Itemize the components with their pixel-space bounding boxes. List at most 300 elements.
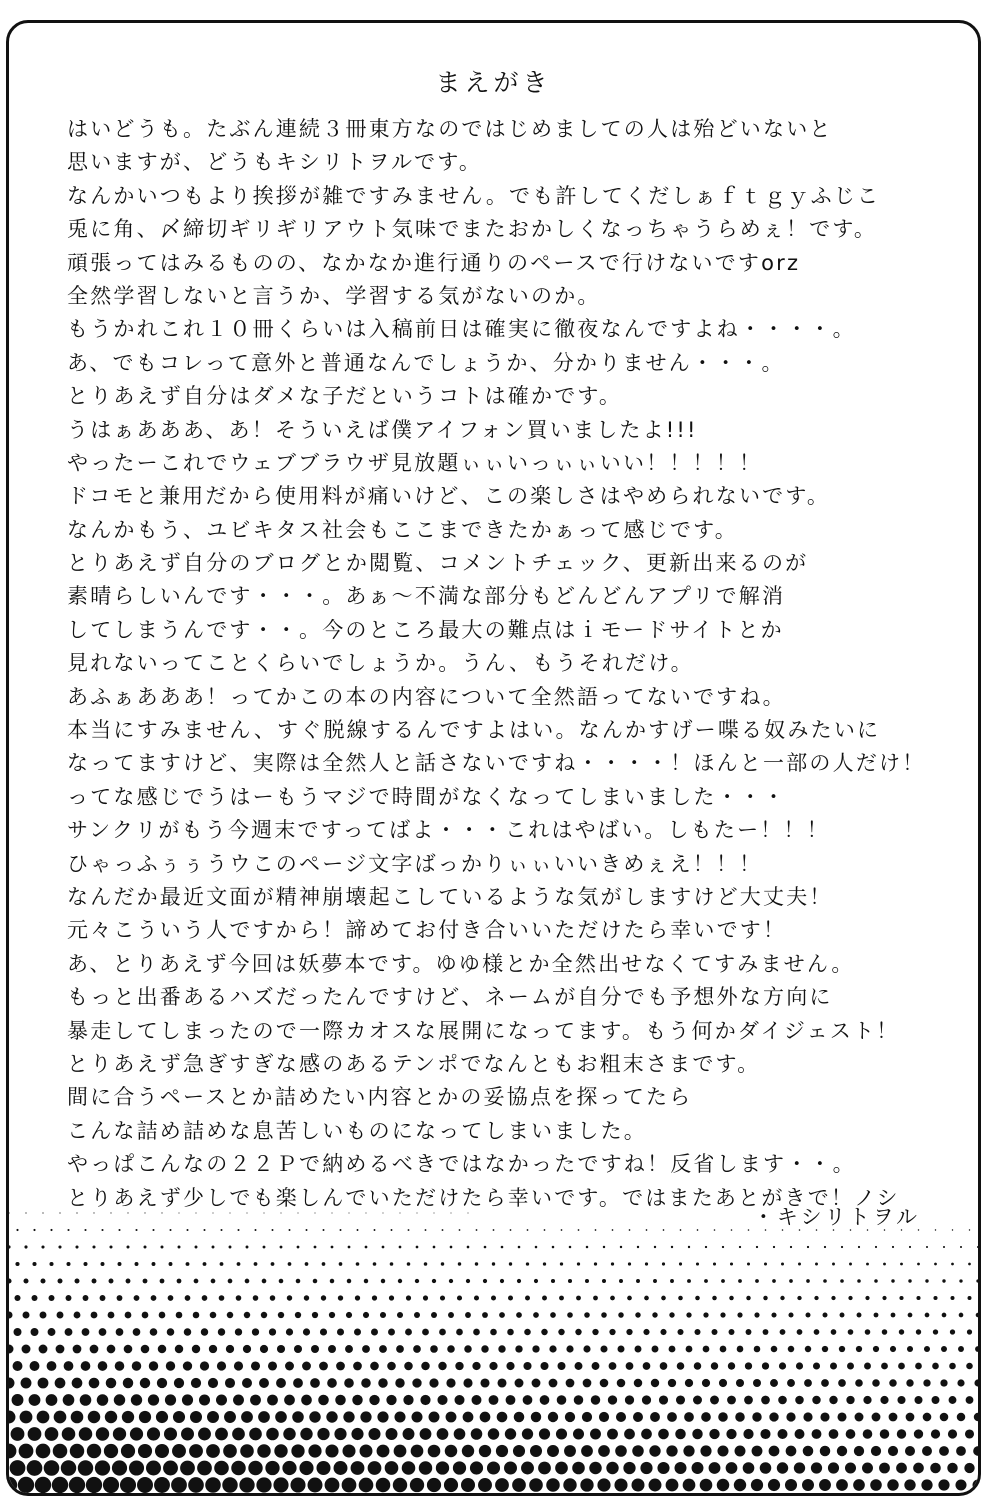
halftone-dot	[87, 1444, 101, 1458]
halftone-dot	[680, 1229, 682, 1231]
halftone-dot	[209, 1345, 217, 1353]
halftone-dot	[889, 1413, 898, 1422]
halftone-dot	[566, 1379, 575, 1388]
halftone-dot	[450, 1246, 453, 1249]
halftone-dot	[675, 1429, 686, 1440]
halftone-dot	[558, 1329, 564, 1335]
halftone-dot	[956, 1446, 966, 1456]
text-line: 素晴らしいんです・・・。あぁ～不満な部分もどんどんアプリで解消	[67, 584, 786, 609]
text-line: なってますけど、実際は全然人と話さないですね・・・・！ほんと一部の人だけ！	[67, 751, 926, 776]
halftone-dot	[114, 1394, 125, 1405]
halftone-dot	[344, 1378, 354, 1388]
halftone-dot	[551, 1279, 555, 1283]
halftone-dot	[435, 1495, 450, 1496]
halftone-dot	[940, 1413, 949, 1422]
halftone-dot	[83, 1262, 87, 1266]
halftone-dot	[853, 1479, 865, 1491]
halftone-dot	[377, 1445, 390, 1458]
halftone-dot	[532, 1345, 539, 1352]
halftone-dot	[92, 1245, 95, 1248]
halftone-dot	[48, 1328, 56, 1336]
text-line: なんだか最近文面が精神崩壊起こしているような気がしますけど大丈夫！	[67, 884, 833, 909]
halftone-dot	[617, 1379, 626, 1388]
halftone-dot	[625, 1395, 634, 1404]
halftone-dot	[692, 1429, 702, 1439]
halftone-dot	[124, 1345, 133, 1354]
halftone-dot	[422, 1329, 429, 1336]
text-line: とりあえず自分はダメな子だというコトは確かです。	[67, 384, 623, 409]
halftone-dot	[614, 1478, 627, 1491]
halftone-dot	[814, 1329, 820, 1335]
halftone-dot	[725, 1495, 738, 1496]
halftone-dot	[480, 1378, 489, 1387]
text-line: ってな感じでうはーもうマジで時間がなくなってしまいました・・・	[67, 784, 787, 809]
halftone-dot	[326, 1411, 337, 1422]
halftone-dot	[777, 1462, 788, 1473]
halftone-dot	[58, 1245, 61, 1248]
halftone-dot	[155, 1444, 169, 1458]
halftone-dot	[600, 1345, 607, 1352]
halftone-dot	[302, 1362, 311, 1371]
halftone-dot	[260, 1345, 268, 1353]
halftone-dot	[603, 1246, 605, 1248]
halftone-dot	[453, 1461, 466, 1474]
halftone-dot	[544, 1229, 546, 1231]
halftone-dot	[677, 1362, 685, 1370]
halftone-dot	[694, 1329, 700, 1335]
halftone-dot	[139, 1411, 151, 1423]
halftone-dot	[304, 1295, 309, 1300]
halftone-dot	[75, 1245, 78, 1248]
halftone-dot	[854, 1446, 864, 1456]
halftone-dot	[770, 1379, 778, 1387]
halftone-dot	[115, 1361, 125, 1371]
halftone-dot	[507, 1329, 514, 1336]
halftone-dot	[620, 1246, 622, 1248]
halftone-dot	[695, 1296, 700, 1301]
halftone-dot	[369, 1395, 379, 1405]
halftone-dot	[731, 1229, 733, 1231]
halftone-dot	[50, 1229, 52, 1231]
halftone-dot	[565, 1412, 575, 1422]
halftone-dot	[109, 1279, 114, 1284]
halftone-dot	[412, 1378, 421, 1387]
halftone-dot	[960, 1246, 962, 1248]
halftone-dot	[321, 1295, 326, 1300]
text-line: ドコモと兼用だから使用料が痛いけど、この楽しさはやめられないです。	[67, 484, 831, 509]
halftone-dot	[645, 1262, 648, 1265]
text-line: 本当にすみません、すぐ脱線するんですよはい。なんかすげー喋る奴みたいに	[67, 718, 881, 743]
halftone-dot	[334, 1461, 348, 1475]
halftone-dot	[112, 1460, 127, 1475]
halftone-dot	[314, 1246, 317, 1249]
halftone-dot	[934, 1263, 937, 1266]
halftone-dot	[634, 1379, 642, 1387]
halftone-dot	[510, 1229, 512, 1231]
halftone-dot	[871, 1446, 881, 1456]
halftone-dot	[602, 1279, 606, 1283]
halftone-dot	[837, 1412, 846, 1421]
halftone-dot	[133, 1328, 141, 1336]
halftone-dot	[848, 1329, 854, 1335]
halftone-dot	[476, 1229, 478, 1231]
halftone-dot	[497, 1412, 508, 1423]
halftone-dot	[882, 1329, 888, 1335]
halftone-dot	[836, 1479, 848, 1491]
halftone-dot	[771, 1346, 778, 1353]
halftone-dot	[405, 1329, 412, 1336]
halftone-dot	[251, 1361, 260, 1370]
halftone-dot	[393, 1478, 407, 1492]
halftone-dot	[909, 1246, 911, 1248]
halftone-dot	[403, 1428, 415, 1440]
halftone-dot	[463, 1412, 474, 1423]
halftone-dot	[717, 1445, 728, 1456]
halftone-dot	[316, 1461, 330, 1475]
halftone-dot	[646, 1229, 648, 1231]
halftone-dot	[100, 1295, 106, 1301]
halftone-dot	[310, 1378, 320, 1388]
halftone-dot	[111, 1494, 127, 1496]
halftone-dot	[345, 1345, 353, 1353]
halftone-dot	[351, 1428, 363, 1440]
halftone-dot	[261, 1312, 267, 1318]
halftone-dot	[189, 1444, 203, 1458]
halftone-dot	[495, 1478, 509, 1492]
halftone-dot	[424, 1262, 428, 1266]
halftone-dot	[266, 1428, 279, 1441]
halftone-dot	[575, 1362, 583, 1370]
halftone-dot	[10, 1460, 26, 1476]
halftone-dot	[780, 1296, 784, 1300]
halftone-dot	[243, 1345, 251, 1353]
halftone-dot	[176, 1312, 183, 1319]
halftone-dot	[86, 1477, 102, 1493]
halftone-dot	[46, 1394, 58, 1406]
halftone-dot	[557, 1395, 567, 1405]
halftone-dot	[932, 1396, 940, 1404]
halftone-dot	[719, 1379, 727, 1387]
halftone-dot	[735, 1446, 746, 1457]
halftone-dot	[683, 1445, 694, 1456]
page-title: まえがき	[435, 68, 552, 97]
halftone-dot	[797, 1329, 803, 1335]
halftone-dot	[635, 1346, 642, 1353]
halftone-dot	[74, 1312, 81, 1319]
halftone-dot	[96, 1427, 109, 1440]
halftone-dot	[179, 1494, 195, 1496]
halftone-dot	[932, 1363, 939, 1370]
halftone-dot	[643, 1329, 649, 1335]
halftone-dot	[713, 1262, 716, 1265]
halftone-dot	[472, 1395, 482, 1405]
halftone-dot	[618, 1312, 624, 1318]
halftone-dot	[875, 1246, 877, 1248]
halftone-dot	[284, 1395, 295, 1406]
halftone-dot	[515, 1345, 522, 1352]
halftone-dot	[360, 1411, 371, 1422]
halftone-dot	[272, 1229, 274, 1231]
halftone-dot	[75, 1279, 80, 1284]
halftone-dot	[152, 1229, 154, 1231]
halftone-dot	[177, 1279, 182, 1284]
halftone-dot	[65, 1328, 73, 1336]
halftone-dot	[168, 1295, 174, 1301]
page-frame	[6, 20, 981, 1496]
halftone-dot	[610, 1296, 615, 1301]
text-line: やっぱこんなの２２Ｐで納めるべきではなかったですね！反省します・・。	[67, 1152, 856, 1177]
halftone-dot	[129, 1460, 144, 1475]
text-line: もうかれこれ１０冊くらいは入稿前日は確実に徹夜なんですよね・・・・。	[67, 317, 856, 342]
halftone-dot	[305, 1262, 309, 1266]
halftone-dot	[683, 1479, 696, 1492]
halftone-dot	[407, 1262, 411, 1266]
halftone-dot	[712, 1296, 717, 1301]
halftone-dot	[517, 1279, 521, 1283]
halftone-dot	[335, 1395, 346, 1406]
halftone-dot	[939, 1446, 949, 1456]
halftone-dot	[379, 1345, 387, 1353]
halftone-dot	[606, 1462, 618, 1474]
halftone-dot	[32, 1262, 36, 1266]
halftone-dot	[771, 1312, 776, 1317]
halftone-dot	[166, 1361, 175, 1370]
halftone-dot	[504, 1462, 517, 1475]
halftone-dot	[940, 1379, 947, 1386]
halftone-dot	[915, 1363, 922, 1370]
halftone-dot	[848, 1296, 852, 1300]
halftone-dot	[666, 1445, 677, 1456]
halftone-dot	[36, 1444, 51, 1459]
halftone-dot	[700, 1445, 711, 1456]
halftone-dot	[769, 1446, 780, 1457]
halftone-dot	[254, 1262, 258, 1266]
halftone-dot	[56, 1345, 65, 1354]
halftone-dot	[364, 1279, 368, 1283]
halftone-dot	[586, 1246, 589, 1249]
halftone-dot	[59, 1212, 60, 1213]
halftone-dot	[169, 1229, 171, 1231]
halftone-dot	[216, 1394, 227, 1405]
halftone-dot	[777, 1429, 787, 1439]
halftone-dot	[762, 1362, 769, 1369]
text-line: 兎に角、〆締切ギリギリアウト気味でまたおかしくなっちゃうらめぇ！です。	[67, 217, 878, 242]
halftone-dot	[303, 1328, 310, 1335]
halftone-dot	[873, 1346, 879, 1352]
halftone-dot	[446, 1378, 455, 1387]
halftone-dot	[150, 1328, 158, 1336]
halftone-dot	[457, 1295, 462, 1300]
halftone-dot	[235, 1328, 242, 1335]
halftone-dot	[906, 1379, 913, 1386]
halftone-dot	[709, 1462, 721, 1474]
halftone-dot	[667, 1412, 677, 1422]
halftone-dot	[464, 1345, 472, 1353]
halftone-dot	[891, 1279, 894, 1282]
halftone-dot	[847, 1363, 854, 1370]
halftone-dot	[832, 1263, 835, 1266]
halftone-dot	[829, 1429, 839, 1439]
halftone-dot	[347, 1279, 351, 1283]
text-line: 頑張ってはみるものの、なかなか進行通りのペースで行けないですorz	[67, 250, 801, 275]
halftone-dot	[693, 1396, 702, 1405]
halftone-dot	[840, 1279, 844, 1283]
halftone-dot	[276, 1378, 286, 1388]
halftone-dot	[958, 1346, 964, 1352]
halftone-dot	[786, 1412, 795, 1421]
halftone-dot	[914, 1429, 923, 1438]
halftone-dot	[959, 1313, 964, 1318]
text-line: とりあえず急ぎすぎな感のあるテンポでなんともお粗末さまです。	[67, 1051, 761, 1076]
halftone-dot	[380, 1312, 386, 1318]
halftone-dot	[554, 1495, 568, 1496]
halftone-dot	[385, 1461, 399, 1475]
halftone-dot	[616, 1412, 626, 1422]
halftone-dot	[803, 1446, 814, 1457]
halftone-dot	[535, 1246, 538, 1249]
halftone-dot	[331, 1246, 334, 1249]
halftone-dot	[515, 1379, 524, 1388]
halftone-dot	[58, 1279, 63, 1284]
halftone-dot	[584, 1312, 590, 1318]
halftone-dot	[607, 1429, 618, 1440]
halftone-dot	[643, 1362, 651, 1370]
halftone-dot	[40, 1312, 47, 1319]
halftone-dot	[308, 1478, 323, 1493]
halftone-dot	[142, 1312, 149, 1319]
halftone-dot	[14, 1295, 20, 1301]
halftone-dot	[411, 1445, 424, 1458]
halftone-dot	[659, 1395, 668, 1404]
halftone-dot	[322, 1262, 326, 1266]
halftone-dot	[617, 1345, 624, 1352]
preface-body	[67, 113, 947, 1215]
halftone-dot	[550, 1312, 556, 1318]
halftone-dot	[487, 1461, 500, 1474]
halftone-dot	[677, 1329, 683, 1335]
halftone-dot	[881, 1363, 888, 1370]
halftone-dot	[26, 1494, 42, 1496]
halftone-dot	[974, 1379, 981, 1386]
halftone-dot	[891, 1313, 896, 1318]
halftone-dot	[148, 1394, 159, 1405]
halftone-dot	[157, 1378, 167, 1388]
halftone-dot	[359, 1478, 374, 1493]
halftone-dot	[481, 1345, 488, 1352]
halftone-dot	[644, 1296, 649, 1301]
halftone-dot	[745, 1362, 752, 1369]
halftone-dot	[138, 1444, 152, 1458]
halftone-dot	[399, 1246, 402, 1249]
halftone-dot	[220, 1262, 224, 1266]
halftone-dot	[33, 1229, 35, 1231]
halftone-dot	[479, 1445, 491, 1457]
halftone-dot	[735, 1412, 745, 1422]
halftone-dot	[828, 1462, 839, 1473]
halftone-dot	[323, 1229, 325, 1231]
halftone-dot	[599, 1412, 609, 1422]
halftone-dot	[787, 1379, 795, 1387]
halftone-dot	[381, 1279, 385, 1283]
halftone-dot	[526, 1262, 529, 1265]
halftone-dot	[923, 1379, 930, 1386]
halftone-dot	[532, 1379, 541, 1388]
halftone-dot	[242, 1378, 252, 1388]
halftone-dot	[350, 1494, 365, 1496]
halftone-dot	[151, 1295, 157, 1301]
halftone-dot	[213, 1494, 229, 1496]
text-line: 全然学習しないと言うか、学習する気がないのか。	[67, 283, 601, 308]
halftone-dot	[717, 1479, 730, 1492]
halftone-dot	[649, 1445, 660, 1456]
halftone-dot	[123, 1378, 133, 1388]
halftone-dot	[734, 1479, 746, 1491]
halftone-dot	[926, 1246, 928, 1248]
halftone-dot	[368, 1461, 382, 1475]
halftone-dot	[253, 1295, 259, 1301]
halftone-dot	[387, 1362, 396, 1371]
halftone-dot	[823, 1279, 827, 1283]
halftone-dot	[483, 1279, 487, 1283]
halftone-dot	[130, 1427, 143, 1440]
halftone-dot	[578, 1229, 580, 1231]
halftone-dot	[748, 1229, 750, 1231]
halftone-dot	[219, 1295, 225, 1301]
halftone-dot	[632, 1445, 644, 1457]
halftone-dot	[135, 1262, 139, 1266]
halftone-dot	[841, 1246, 843, 1248]
halftone-dot	[686, 1312, 691, 1317]
halftone-dot	[244, 1312, 250, 1318]
halftone-dot	[190, 1411, 202, 1423]
halftone-dot	[470, 1461, 483, 1474]
halftone-dot	[67, 1229, 69, 1231]
halftone-dot	[957, 1413, 966, 1422]
halftone-dot	[743, 1429, 753, 1439]
halftone-dot	[568, 1279, 572, 1283]
halftone-dot	[967, 1329, 972, 1334]
halftone-dot	[402, 1461, 416, 1475]
halftone-dot	[82, 1328, 90, 1336]
halftone-dot	[969, 1229, 970, 1230]
halftone-dot	[53, 1444, 68, 1459]
halftone-dot	[318, 1395, 329, 1406]
halftone-dot	[541, 1329, 547, 1335]
halftone-dot	[135, 1229, 137, 1231]
halftone-dot	[192, 1345, 200, 1353]
halftone-dot	[679, 1262, 682, 1265]
halftone-dot	[806, 1279, 810, 1283]
halftone-dot	[237, 1262, 241, 1266]
halftone-dot	[9, 1444, 16, 1459]
halftone-dot	[9, 1411, 15, 1424]
halftone-dot	[662, 1262, 665, 1265]
halftone-dot	[830, 1362, 837, 1369]
halftone-dot	[337, 1328, 344, 1335]
halftone-dot	[862, 1463, 873, 1474]
text-line: もっと出番あるハズだったんですけど、ネームが自分でも予想外な方向に	[67, 985, 833, 1010]
halftone-dot	[763, 1296, 767, 1300]
halftone-dot	[728, 1362, 735, 1369]
halftone-dot	[206, 1444, 220, 1458]
halftone-dot	[109, 1245, 112, 1248]
halftone-dot	[106, 1378, 117, 1389]
halftone-dot	[377, 1411, 388, 1422]
halftone-dot	[66, 1295, 72, 1301]
halftone-dot	[898, 1363, 905, 1370]
halftone-dot	[291, 1444, 304, 1457]
halftone-dot	[403, 1395, 413, 1405]
